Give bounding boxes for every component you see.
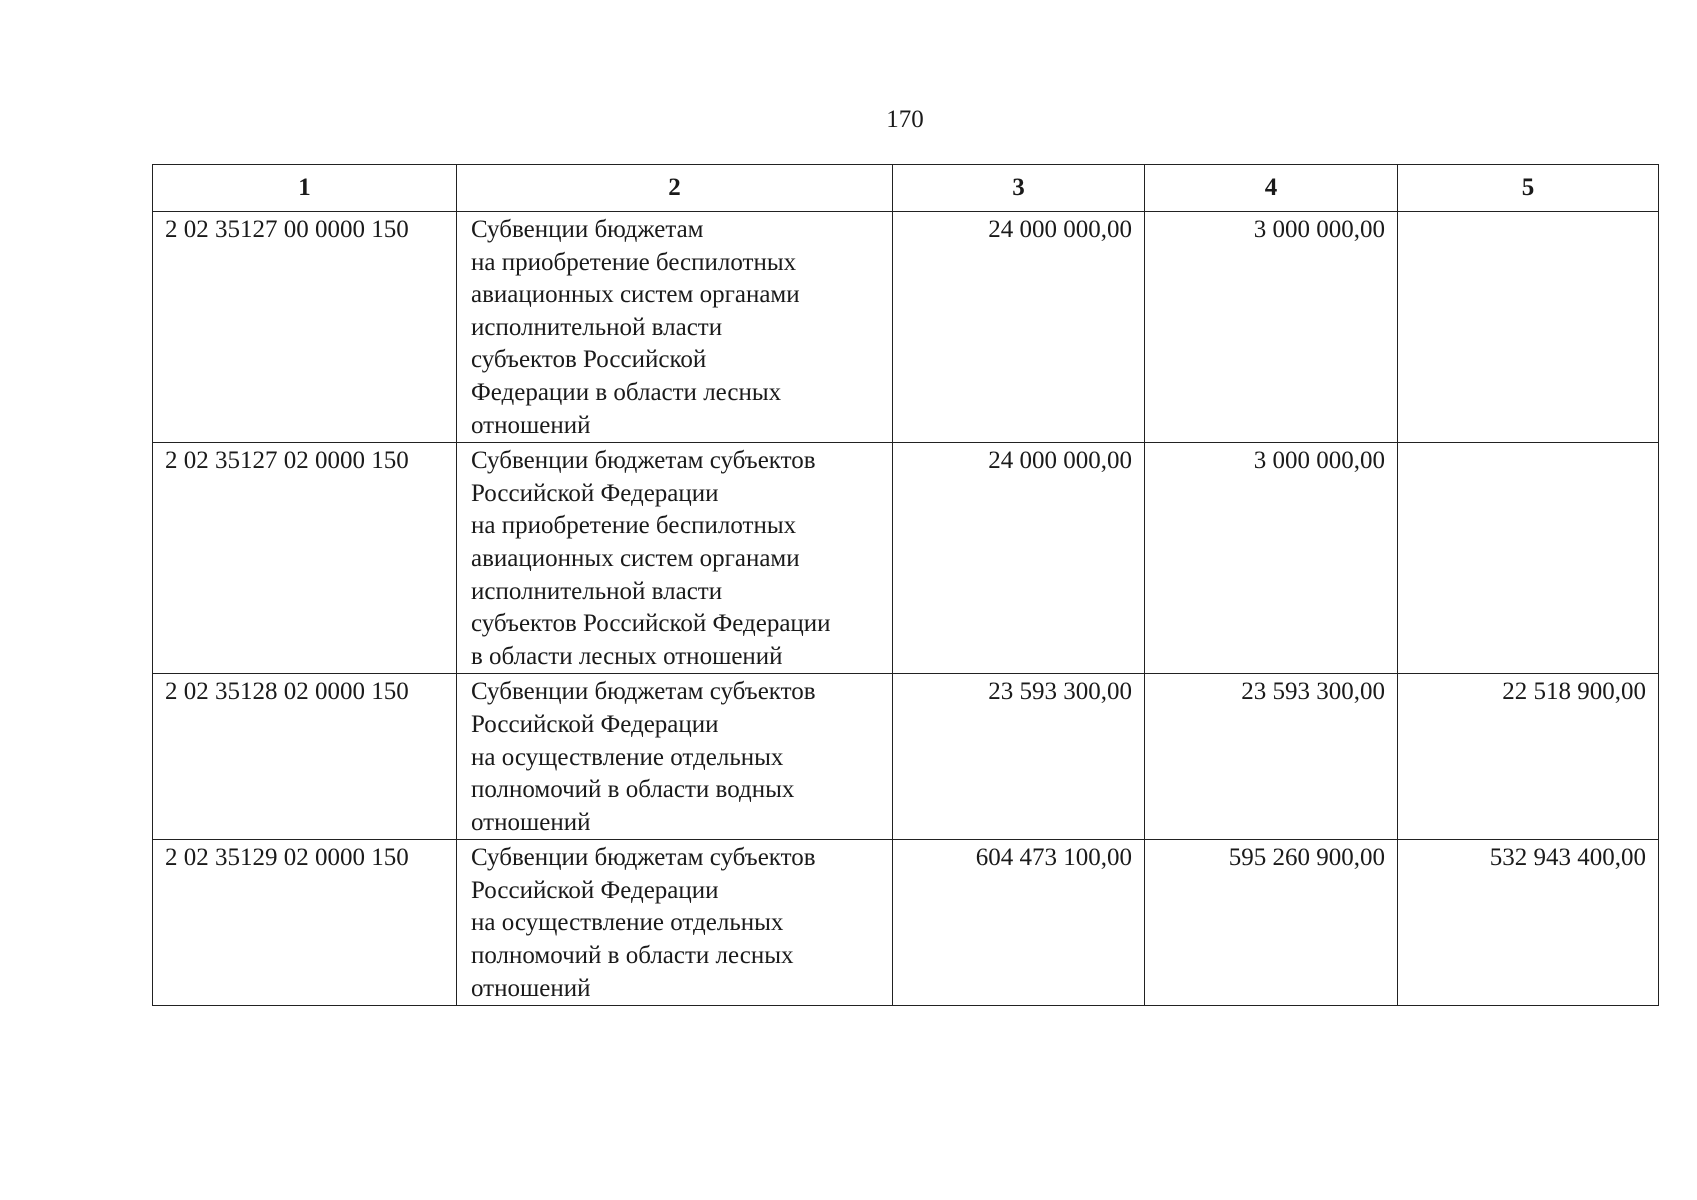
- amount-col5-cell: [1398, 212, 1659, 443]
- budget-table: [152, 164, 1659, 1006]
- amount-col5-cell: 532 943 400,00: [1398, 840, 1659, 1006]
- description-line: Субвенции бюджетам: [471, 216, 704, 243]
- column-header-4: 4: [1145, 165, 1398, 212]
- description-line: Российской Федерации: [471, 710, 719, 738]
- budget-code-cell: 2 02 35127 00 0000 150: [153, 212, 457, 443]
- amount-col3-cell: 24 000 000,00: [893, 443, 1145, 674]
- description-cell: [457, 212, 893, 443]
- page-number: 170: [886, 106, 924, 133]
- description-cell: [457, 674, 893, 840]
- description-cell: [457, 443, 893, 674]
- description-line: отношений: [471, 974, 591, 1002]
- description-line: Российской Федерации: [471, 876, 719, 904]
- table-row: [153, 443, 1659, 674]
- amount-col3-cell: 24 000 000,00: [893, 212, 1145, 443]
- amount-col3-cell: 604 473 100,00: [893, 840, 1145, 1006]
- amount-col5-cell: 22 518 900,00: [1398, 674, 1659, 840]
- description-line: на осуществление отдельных: [471, 743, 784, 771]
- table-row: [153, 674, 1659, 840]
- description-line: Субвенции бюджетам субъектов: [471, 447, 816, 475]
- budget-code-cell: 2 02 35128 02 0000 150: [153, 674, 457, 840]
- description-line: Российской Федерации: [471, 479, 719, 507]
- column-header-3: 3: [893, 165, 1145, 212]
- description-line: авиационных систем органами: [471, 544, 800, 572]
- budget-code-cell: 2 02 35129 02 0000 150: [153, 840, 457, 1006]
- description-line: в области лесных отношений: [471, 642, 783, 670]
- description-line: Субвенции бюджетам субъектов: [471, 678, 816, 706]
- description-line: Субвенции бюджетам субъектов: [471, 844, 816, 872]
- description-line: субъектов Российской Федерации: [471, 610, 831, 638]
- table-row: [153, 840, 1659, 1006]
- amount-col5-cell: [1398, 443, 1659, 674]
- column-header-1: 1: [153, 165, 457, 212]
- description-line: на приобретение беспилотных: [471, 512, 797, 540]
- description-line: авиационных систем органами: [471, 281, 800, 309]
- description-line: на осуществление отдельных: [471, 909, 784, 937]
- table-header-row: [153, 165, 1659, 212]
- description-cell: [457, 840, 893, 1006]
- amount-col4-cell: 23 593 300,00: [1145, 674, 1398, 840]
- description-line: полномочий в области лесных: [471, 942, 794, 970]
- table-row: [153, 212, 1659, 443]
- description-line: субъектов Российской: [471, 346, 707, 374]
- description-line: отношений: [471, 808, 591, 836]
- amount-col3-cell: 23 593 300,00: [893, 674, 1145, 840]
- description-line: на приобретение беспилотных: [471, 248, 797, 276]
- description-line: исполнительной власти: [471, 313, 723, 341]
- column-header-5: 5: [1398, 165, 1659, 212]
- column-header-2: 2: [457, 165, 893, 212]
- description-line: полномочий в области водных: [471, 776, 795, 804]
- description-line: Федерации в области лесных: [471, 378, 782, 406]
- amount-col4-cell: 3 000 000,00: [1145, 212, 1398, 443]
- budget-code-cell: 2 02 35127 02 0000 150: [153, 443, 457, 674]
- amount-col4-cell: 3 000 000,00: [1145, 443, 1398, 674]
- description-line: отношений: [471, 411, 591, 439]
- amount-col4-cell: 595 260 900,00: [1145, 840, 1398, 1006]
- description-line: исполнительной власти: [471, 577, 723, 605]
